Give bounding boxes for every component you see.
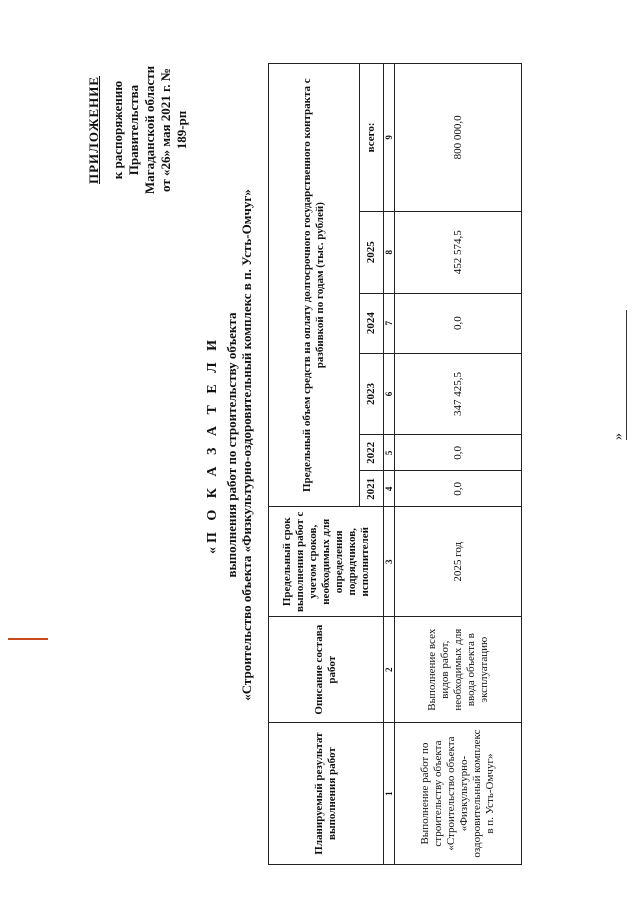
header-year-2022: 2022 <box>360 435 384 471</box>
appendix-line-2: Магаданской области <box>142 65 157 195</box>
cell-total: 800 000,0 <box>395 64 522 212</box>
header-year-2024: 2024 <box>360 293 384 353</box>
column-number: 4 <box>384 471 395 507</box>
heading-title: «П О К А З А Т Е Л И <box>205 335 220 555</box>
table-header-row <box>269 64 360 865</box>
appendix-block <box>86 55 190 205</box>
header-total: всего: <box>360 64 384 212</box>
column-numbers-row <box>384 64 395 865</box>
cell-value-2021: 0,0 <box>395 471 522 507</box>
cell-deadline: 2025 год <box>395 507 522 617</box>
cell-value-2024: 0,0 <box>395 293 522 353</box>
cell-value-2025: 452 574,5 <box>395 211 522 293</box>
column-number: 7 <box>384 293 395 353</box>
table-row <box>395 64 522 865</box>
column-number: 8 <box>384 211 395 293</box>
cell-planned-result: Выполнение работ по строительству объекта «Строительство объекта «Физкультурно-оздоровительный комплекс в п. Усть-Омчуг» <box>395 723 522 865</box>
column-number: 5 <box>384 435 395 471</box>
cell-value-2023: 347 425,5 <box>395 353 522 435</box>
appendix-line-1: к распоряжению Правительства <box>110 80 141 180</box>
cell-value-2022: 0,0 <box>395 435 522 471</box>
document-heading <box>202 145 254 745</box>
closing-quote: » <box>612 310 627 440</box>
heading-line-3: «Строительство объекта «Физкультурно-оздоровительный комплекс в п. Усть-Омчуг» <box>239 189 254 701</box>
column-number: 3 <box>384 507 395 617</box>
column-number: 6 <box>384 353 395 435</box>
header-deadline: Предельный срок выполнения работ с учетом сроков, необходимых для определения подрядчиков, исполнителей <box>269 507 384 617</box>
appendix-line-3: от «26» мая 2021 г. № 189-рп <box>158 68 189 193</box>
header-planned-result: Планируемый результат выполнения работ <box>269 723 384 865</box>
header-funding: Предельный объем средств на оплату долгосрочного государственного контракта с разбивкой по годам (тыс. рублей) <box>269 64 360 507</box>
column-number: 1 <box>384 723 395 865</box>
column-number: 2 <box>384 617 395 723</box>
indicators-table <box>268 63 522 865</box>
header-year-2023: 2023 <box>360 353 384 435</box>
header-year-2021: 2021 <box>360 471 384 507</box>
heading-line-2: выполнения работ по строительству объекта <box>224 312 239 578</box>
header-year-2025: 2025 <box>360 211 384 293</box>
column-number: 9 <box>384 64 395 212</box>
cell-work-description: Выполнение всех видов работ, необходимых для ввода объекта в эксплуатацию <box>395 617 522 723</box>
header-work-description: Описание состава работ <box>269 617 384 723</box>
scan-mark <box>8 638 48 640</box>
appendix-title: ПРИЛОЖЕНИЕ <box>86 75 101 185</box>
